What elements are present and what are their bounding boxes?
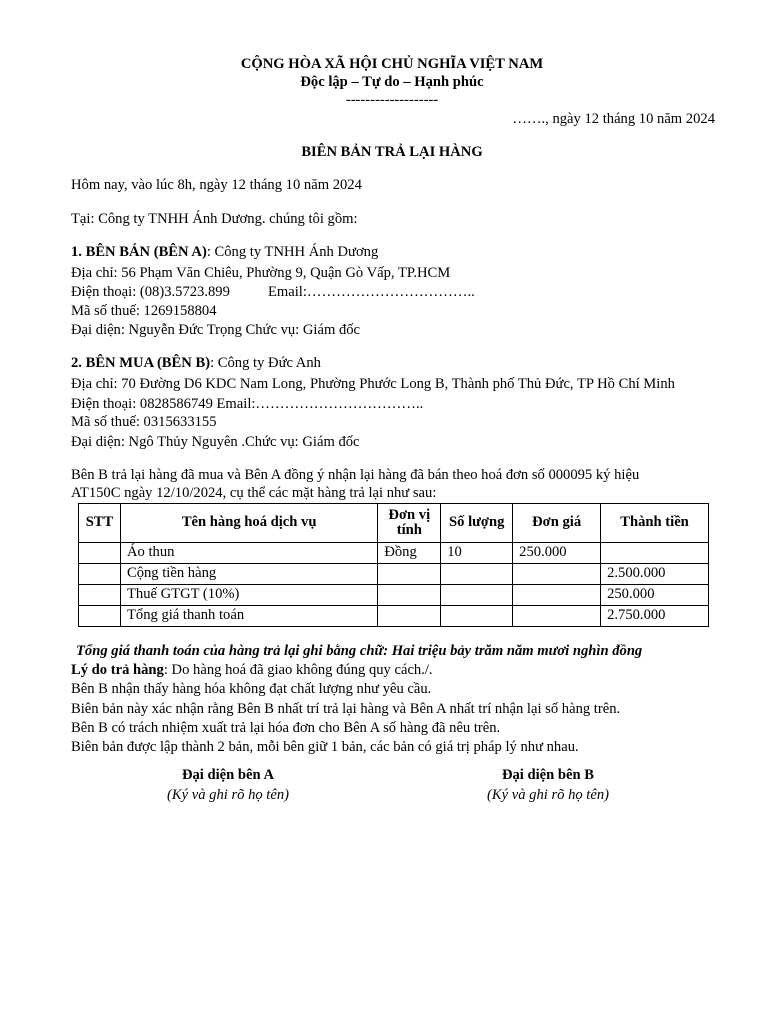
table-cell (79, 564, 121, 585)
party-b-name: : Công ty Đức Anh (210, 355, 321, 371)
column-header: Đơn vị tính (378, 504, 441, 543)
table-cell: Tổng giá thanh toán (120, 606, 377, 627)
table-row (79, 606, 709, 627)
closing-line-4: Biên bản được lập thành 2 bản, mỗi bên giữ 1 bản, các bản có giá trị pháp lý như nhau. (71, 739, 579, 755)
return-reason-label: Lý do trả hàng (71, 662, 164, 678)
table-header-row (79, 504, 709, 543)
party-b-address: Địa chỉ: 70 Đường D6 KDC Nam Long, Phường Phước Long B, Thành phố Thủ Đức, TP Hồ Chí Minh (71, 376, 675, 392)
party-a-heading: 1. BÊN BÁN (BÊN A) (71, 244, 207, 260)
party-b-line (71, 356, 321, 371)
column-header: STT (79, 504, 121, 543)
signature-a-title: Đại diện bên A (181, 767, 275, 783)
table-row (79, 585, 709, 606)
table-cell: 2.500.000 (601, 564, 709, 585)
national-title: CỘNG HÒA XÃ HỘI CHỦ NGHĨA VIỆT NAM (240, 56, 544, 72)
party-b-tax: Mã số thuế: 0315633155 (71, 414, 217, 430)
place-date: ……., ngày 12 tháng 10 năm 2024 (512, 111, 715, 127)
total-in-words: Tổng giá thanh toán của hàng trả lại ghi bằng chữ: Hai triệu bảy trăm năm mươi nghìn đồng (76, 643, 643, 659)
table-cell (378, 585, 441, 606)
table-cell (378, 606, 441, 627)
table-cell: 250.000 (601, 585, 709, 606)
table-cell (79, 606, 121, 627)
table-cell: Áo thun (120, 543, 377, 564)
table-cell (441, 606, 513, 627)
table-row (79, 564, 709, 585)
return-reason-text: : Do hàng hoá đã giao không đúng quy cách./. (163, 662, 433, 678)
table-cell: Đồng (378, 543, 441, 564)
table-cell (378, 564, 441, 585)
closing-line-2: Biên bản này xác nhận rằng Bên B nhất trí trả lại hàng và Bên A nhất trí nhận lại số hàng trên. (71, 701, 621, 717)
table-cell (441, 564, 513, 585)
party-b-phone-email: Điện thoại: 0828586749 Email:…………………………….. (71, 396, 424, 412)
intro-time: Hôm nay, vào lúc 8h, ngày 12 tháng 10 năm 2024 (71, 177, 362, 193)
divider: ------------------- (345, 92, 439, 108)
table-cell (79, 543, 121, 564)
returned-goods-table (78, 503, 709, 627)
table-cell (513, 606, 601, 627)
table-row (79, 543, 709, 564)
party-b-representative: Đại diện: Ngô Thủy Nguyên .Chức vụ: Giám đốc (71, 434, 360, 450)
party-a-tax: Mã số thuế: 1269158804 (71, 303, 217, 319)
closing-line-1: Bên B nhận thấy hàng hóa không đạt chất lượng như yêu cầu. (71, 681, 432, 697)
table-cell (513, 585, 601, 606)
column-header: Số lượng (441, 504, 513, 543)
table-cell: 10 (441, 543, 513, 564)
party-a-line (71, 245, 378, 260)
table-cell: Thuế GTGT (10%) (120, 585, 377, 606)
document-title: BIÊN BẢN TRẢ LẠI HÀNG (301, 144, 483, 160)
table-cell (601, 543, 709, 564)
party-a-name: : Công ty TNHH Ánh Dương (206, 244, 379, 260)
table-cell (513, 564, 601, 585)
party-a-phone: Điện thoại: (08)3.5723.899 (71, 284, 230, 300)
party-a-representative: Đại diện: Nguyễn Đức Trọng Chức vụ: Giám đốc (71, 322, 361, 338)
table-cell: 2.750.000 (601, 606, 709, 627)
column-header: Đơn giá (513, 504, 601, 543)
signature-a-note: (Ký và ghi rõ họ tên) (167, 787, 289, 803)
signature-b-note: (Ký và ghi rõ họ tên) (487, 787, 609, 803)
closing-line-3: Bên B có trách nhiệm xuất trả lại hóa đơn cho Bên A số hàng đã nêu trên. (71, 720, 501, 736)
table-cell (441, 585, 513, 606)
table-cell: Cộng tiền hàng (120, 564, 377, 585)
column-header: Thành tiền (601, 504, 709, 543)
signature-b-title: Đại diện bên B (501, 767, 595, 783)
statement-line-1: Bên B trả lại hàng đã mua và Bên A đồng ý nhận lại hàng đã bán theo hoá đơn số 000095 ký hiệu (71, 467, 640, 483)
return-reason (71, 663, 433, 678)
table-cell: 250.000 (513, 543, 601, 564)
intro-location: Tại: Công ty TNHH Ánh Dương. chúng tôi gồm: (71, 211, 358, 227)
table-cell (79, 585, 121, 606)
column-header: Tên hàng hoá dịch vụ (120, 504, 377, 543)
party-b-heading: 2. BÊN MUA (BÊN B) (71, 355, 211, 371)
party-a-email: Email:…………………………….. (268, 284, 475, 300)
statement-line-2: AT150C ngày 12/10/2024, cụ thể các mặt hàng trả lại như sau: (71, 485, 437, 501)
party-a-address: Địa chỉ: 56 Phạm Văn Chiêu, Phường 9, Quận Gò Vấp, TP.HCM (71, 265, 451, 281)
motto: Độc lập – Tự do – Hạnh phúc (300, 74, 484, 90)
